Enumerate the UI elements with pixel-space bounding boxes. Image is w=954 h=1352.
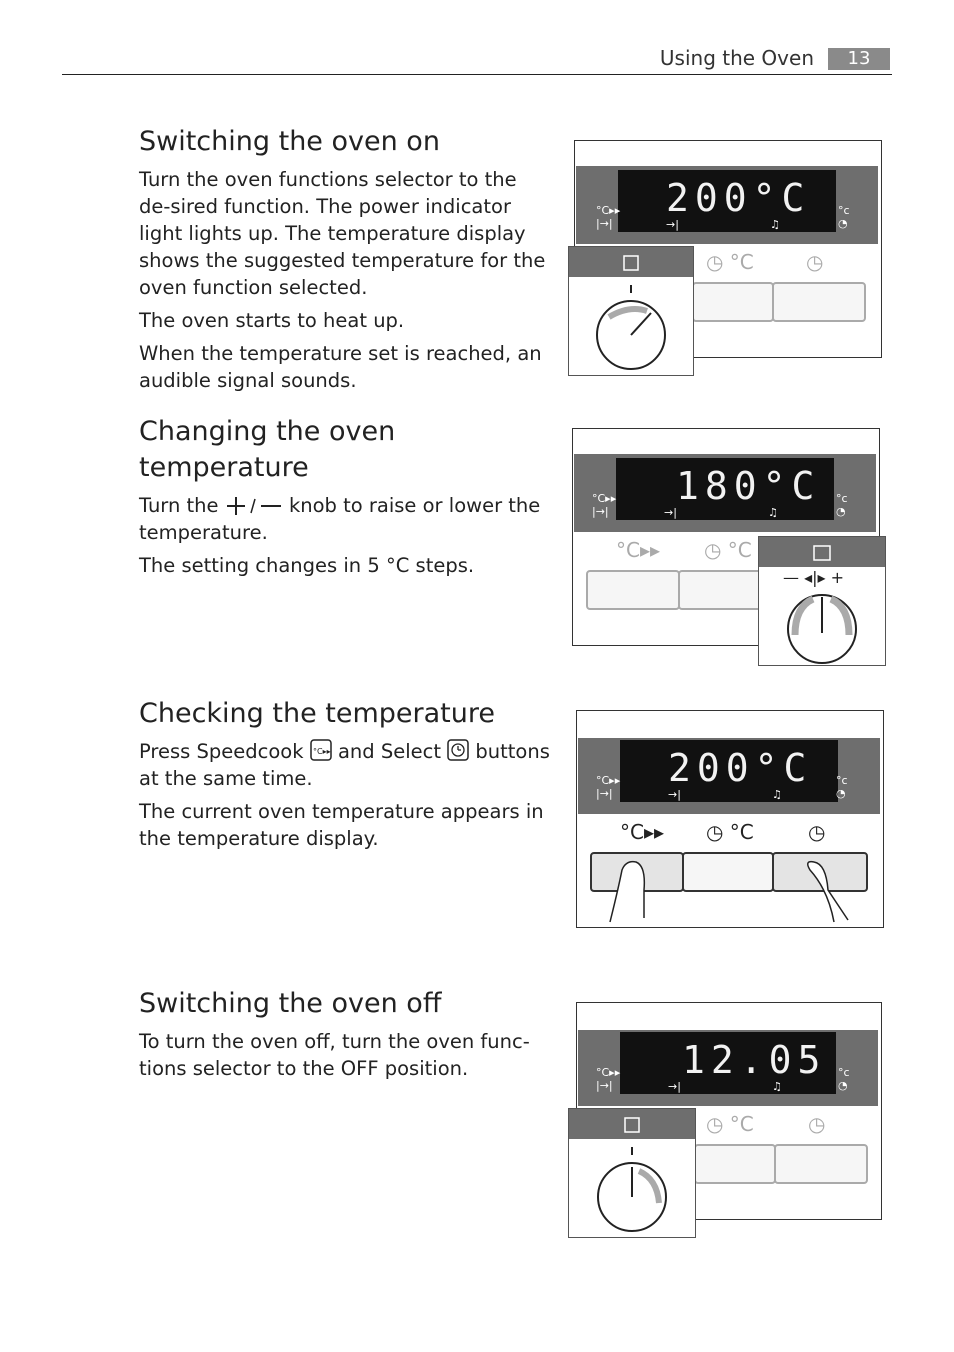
clock-temperature-icon: ◷ °C [706, 1112, 754, 1136]
speedcook-icon [310, 739, 332, 761]
text: buttons at the same time. [139, 740, 550, 790]
change-temperature-illustration: 180°C °C▸▸ |→| →| ♫ °c ◔ °C▸▸ ◷ °C — ◂|▸ + [570, 428, 888, 666]
svg-text:°C▸▸: °C▸▸ [312, 747, 331, 756]
speedcook-button [586, 570, 680, 610]
svg-text:— ◂|▸ +: — ◂|▸ + [783, 568, 845, 587]
oven-off-illustration: 12.05 °C▸▸ |→| →| ♫ °c ◔ ◷ °C ◷ [566, 1002, 884, 1240]
text: and Select [337, 740, 441, 763]
section-title: Switching the oven on [139, 126, 440, 157]
paragraph [139, 492, 551, 546]
timer-button [774, 1144, 868, 1184]
clock-select-icon [447, 739, 469, 761]
text: knob to raise or lower the temperature. [139, 494, 541, 544]
header-divider [62, 74, 892, 75]
clock-temperature-icon: ◷ °C [704, 538, 752, 562]
paragraph: To turn the oven off, turn the oven func-tions selector to the OFF position. [139, 1030, 530, 1080]
clock-icon: °c ◔ [836, 492, 848, 518]
plus-minus-icon [225, 497, 283, 515]
paragraph: The oven starts to heat up. [139, 309, 405, 332]
pressing-fingers-icon [574, 710, 884, 932]
clock-icon: °c ◔ [838, 1066, 850, 1092]
text: Turn the [139, 494, 219, 517]
paragraph: The current oven temperature appears in the temperature display. [139, 800, 544, 850]
page-number: 13 [828, 48, 890, 70]
temperature-display: 200°C [618, 170, 836, 232]
clock-icon: ◷ [808, 820, 826, 844]
section-title: Checking the temperature [139, 698, 495, 729]
select-button [692, 282, 774, 322]
paragraph: The setting changes in 5 °C steps. [139, 554, 475, 577]
section-title: Switching the oven off [139, 988, 442, 1019]
clock-icon: °c ◔ [836, 774, 848, 800]
temperature-display: 180°C [616, 458, 834, 520]
speedcook-icon: °C▸▸ [620, 820, 665, 844]
section-switching-on [139, 124, 551, 400]
bell-icon: ♫ [772, 1080, 782, 1093]
section-changing-temperature [139, 414, 551, 585]
section-checking-temperature [139, 696, 551, 858]
temperature-display: 200°C [620, 740, 838, 802]
paragraph: Turn the oven functions selector to the de-sired function. The power indicator light lights up. The temperature display shows the suggested temperature for the oven function selected. [139, 168, 546, 299]
clock-temperature-icon: ◷ °C [706, 820, 754, 844]
text: Press Speedcook [139, 740, 304, 763]
oven-on-illustration: 200°C °C▸▸ |→| →| ♫ °c ◔ ◷ °C ◷ [566, 140, 882, 376]
bell-icon: ♫ [768, 506, 778, 519]
temperature-knob [758, 536, 886, 666]
section-switching-off [139, 986, 551, 1088]
bell-icon: ♫ [772, 788, 782, 801]
select-button [678, 570, 762, 610]
bell-icon: ♫ [770, 218, 780, 231]
paragraph: When the temperature set is reached, an audible signal sounds. [139, 342, 542, 392]
select-button [694, 1144, 776, 1184]
clock-icon: ◷ [806, 250, 824, 274]
clock-temperature-icon: ◷ °C [706, 250, 754, 274]
running-header: Using the Oven [659, 46, 814, 70]
speedcook-icon: °C▸▸ [616, 538, 661, 562]
function-selector-knob [568, 246, 694, 376]
check-temperature-illustration: 200°C °C▸▸ |→| →| ♫ °c ◔ °C▸▸ ◷ °C ◷ [574, 710, 884, 932]
clock-icon: ◷ [808, 1112, 826, 1136]
section-title: Changing the oven temperature [139, 416, 396, 483]
clock-icon: °c ◔ [838, 204, 850, 230]
function-selector-knob [568, 1108, 696, 1238]
paragraph [139, 738, 551, 792]
clock-display: 12.05 [620, 1032, 836, 1094]
timer-button [772, 282, 866, 322]
